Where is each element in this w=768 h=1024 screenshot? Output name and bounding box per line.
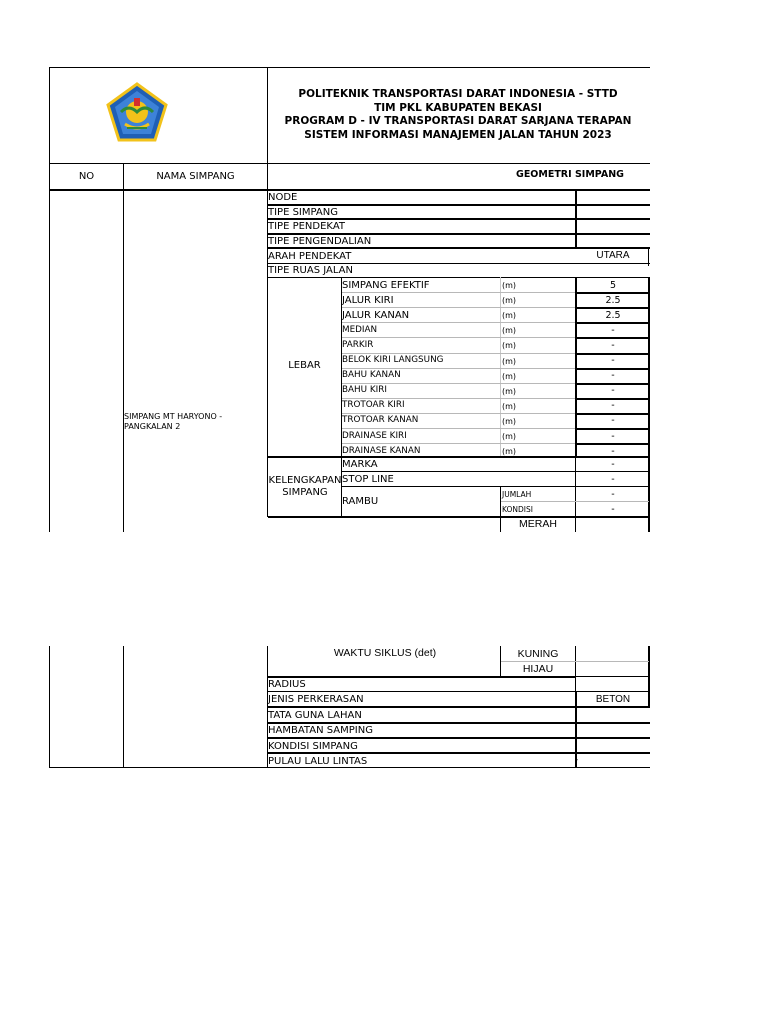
lebar-item-name: MEDIAN (342, 324, 378, 335)
lebar-item-name: TROTOAR KANAN (342, 415, 419, 426)
lebar-label: LEBAR (288, 360, 321, 371)
lebar-item-value: - (611, 430, 615, 442)
lebar-item-name: BAHU KIRI (342, 385, 387, 396)
row-tata-guna-lahan: TATA GUNA LAHAN (268, 710, 362, 721)
lebar-item-value: - (611, 324, 615, 336)
kelengkapan-label (268, 475, 342, 499)
lebar-item-name: JALUR KANAN (342, 309, 410, 321)
lebar-item-unit: (m) (502, 326, 517, 336)
lebar-item-name: TROTOAR KIRI (342, 400, 405, 411)
row-tipe-simpang: TIPE SIMPANG (268, 207, 338, 218)
lebar-item-unit: (m) (502, 356, 517, 366)
lebar-item-name: BELOK KIRI LANGSUNG (342, 355, 444, 365)
emblem-icon (105, 82, 169, 144)
lebar-item-name: PARKIR (342, 339, 374, 350)
simpang-name: SIMPANG MT HARYONO - PANGKALAN 2 (124, 412, 223, 431)
jumlah-value: - (611, 489, 615, 500)
row-radius: RADIUS (268, 679, 306, 690)
lebar-item-value: - (611, 339, 615, 351)
lebar-item-unit: (m) (502, 311, 517, 321)
stop-line-value: - (611, 474, 615, 485)
col-header-nama-simpang: NAMA SIMPANG (156, 171, 235, 182)
jumlah-label: JUMLAH (502, 490, 532, 499)
lebar-item-name: BAHU KANAN (342, 370, 401, 381)
lebar-item-value: 2.5 (605, 309, 621, 321)
kelengkapan-label-2: SIMPANG (282, 487, 328, 498)
kelengkapan-label-1: KELENGKAPAN (268, 475, 342, 486)
lebar-item-value: - (611, 355, 615, 366)
marka-value: - (611, 459, 615, 470)
col-header-no: NO (78, 171, 95, 182)
kondisi-label: KONDISI (502, 505, 533, 514)
stop-line-label: STOP LINE (342, 474, 394, 485)
lebar-item-unit: (m) (502, 371, 517, 381)
lebar-item-value: - (611, 400, 615, 412)
lebar-item-unit: (m) (502, 447, 517, 457)
row-pulau-lalu-lintas: PULAU LALU LINTAS (268, 756, 368, 767)
row-jenis-perkerasan: JENIS PERKERASAN (268, 694, 364, 705)
merah-label: MERAH (519, 518, 557, 530)
lebar-item-value: - (611, 415, 615, 427)
lebar-item-unit: (m) (502, 416, 517, 426)
lebar-item-value: - (611, 385, 615, 397)
kondisi-value: - (611, 504, 615, 515)
row-arah-pendekat: ARAH PENDEKAT (268, 251, 352, 262)
lebar-item-unit: (m) (502, 386, 517, 396)
lebar-item-unit: (m) (502, 281, 517, 290)
lebar-item-value: - (611, 370, 615, 382)
col-header-geometri: GEOMETRI SIMPANG (516, 169, 624, 180)
header-title-4: SISTEM INFORMASI MANAJEMEN JALAN TAHUN 2023 (304, 129, 612, 141)
header-title-3: PROGRAM D - IV TRANSPORTASI DARAT SARJANA TERAPAN (284, 115, 632, 127)
lebar-item-unit: (m) (502, 432, 517, 441)
row-tipe-pengendalian: TIPE PENGENDALIAN (268, 236, 372, 247)
lebar-item-unit: (m) (502, 401, 517, 411)
row-tipe-pendekat: TIPE PENDEKAT (268, 221, 345, 232)
lebar-item-name: DRAINASE KIRI (342, 430, 407, 441)
kuning-label: KUNING (517, 648, 559, 660)
header-title-2: TIM PKL KABUPATEN BEKASI (374, 102, 542, 114)
header-title-1: POLITEKNIK TRANSPORTASI DARAT INDONESIA - STTD (298, 88, 618, 100)
lebar-item-unit: (m) (502, 296, 517, 306)
row-kondisi-simpang: KONDISI SIMPANG (268, 741, 358, 752)
lebar-item-name: JALUR KIRI (342, 294, 394, 306)
lebar-item-value: 2.5 (605, 294, 621, 306)
lebar-gridline (342, 337, 575, 338)
waktu-siklus-label: WAKTU SIKLUS (det) (333, 647, 437, 659)
lebar-item-name: DRAINASE KANAN (342, 445, 421, 456)
jenis-perkerasan-value: BETON (595, 694, 631, 705)
row-tipe-ruas-jalan: TIPE RUAS JALAN (268, 265, 353, 276)
pulau-value: - (575, 755, 579, 765)
row-hambatan-samping: HAMBATAN SAMPING (268, 725, 373, 736)
arah-pendekat-value: UTARA (596, 250, 630, 261)
hijau-label: HIJAU (522, 663, 554, 675)
marka-label: MARKA (342, 459, 378, 470)
rambu-label: RAMBU (342, 496, 379, 507)
row-node: NODE (268, 192, 298, 203)
lebar-item-unit: (m) (502, 341, 517, 351)
lebar-item-value: - (611, 445, 615, 457)
lebar-item-value: 5 (609, 279, 617, 291)
lebar-item-name: SIMPANG EFEKTIF (342, 279, 430, 291)
